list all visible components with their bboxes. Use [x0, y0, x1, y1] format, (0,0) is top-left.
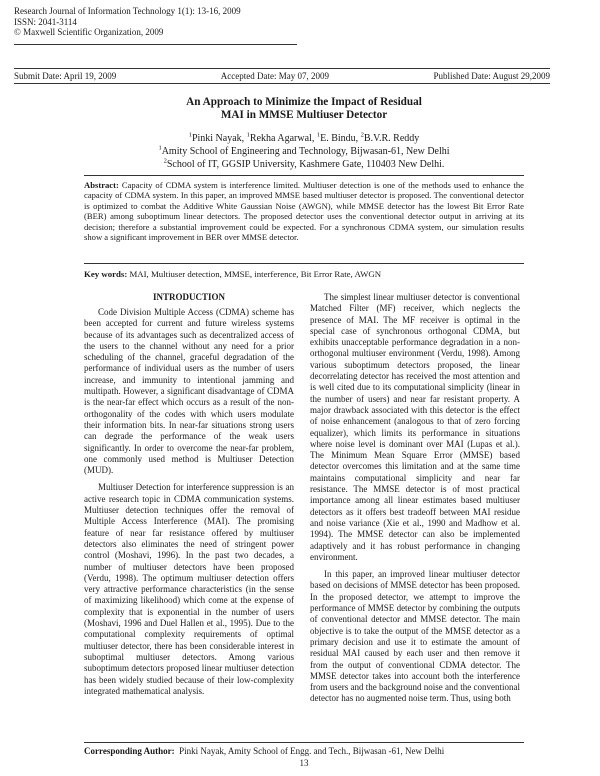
- submit-date: Submit Date: April 19, 2009: [14, 71, 117, 81]
- corresponding-author-text: Pinki Nayak, Amity School of Engg. and Tech., Bijwasan -61, New Delhi: [179, 746, 445, 756]
- affiliation-2-sup: 2: [163, 157, 167, 165]
- author-4: B.V.R. Reddy: [363, 133, 420, 144]
- keywords-label: Key words:: [84, 269, 128, 279]
- author-3-affil: 1: [316, 131, 321, 139]
- journal-citation: Research Journal of Information Technology 1(1): 13-16, 2009: [14, 6, 241, 16]
- author-2-affil: 1: [246, 131, 250, 139]
- journal-issn: ISSN: 2041-3114: [14, 16, 77, 27]
- abstract: [84, 180, 524, 242]
- keywords-text: MAI, Multiuser detection, MMSE, interference, Bit Error Rate, AWGN: [129, 269, 382, 279]
- header-divider-mid: [14, 68, 550, 69]
- section-heading-introduction: INTRODUCTION: [152, 292, 225, 302]
- author-4-affil: 2: [360, 131, 364, 139]
- journal-info: [14, 6, 241, 38]
- abstract-divider-bottom: [84, 263, 524, 264]
- right-paragraph-1: The simplest linear multiuser detector is conventional Matched Filter (MF) receiver, which neglects the presence of MAI. The MF receiver is optimal in the special case of synchronous orthogonal CDMA, but exhibits unacceptable performance degradation in a non-orthogonal multiuser environment (Verdu, 1998). Among various suboptimum detectors proposed, the linear decorrelating detector has received the most attention and is well cited due to its computational simplicity (linear in the number of users) and near far resistant property. A major drawback associated with this detector is the effect of noise enhancement (analogous to that of zero forcing equalizer), which limits its performance in situations where noise level is dominant over MAI (Lupas et al.). The Minimum Mean Square Error (MMSE) based detector overcomes this limitation and at the same time maintains computational simplicity and near far resistance. The MMSE detector is of most practical importance among all linear estimates based multiuser detectors as it offers best tradeoff between MAI residue and noise variance (Xie et al., 1990 and Madhow et al. 1994). The MMSE detector can also be implemented adaptively and it has robust performance in changing environment.: [310, 292, 520, 562]
- author-2: Rekha Agarwal,: [249, 133, 317, 144]
- abstract-divider-top: [84, 175, 524, 176]
- keywords: [84, 269, 524, 279]
- corresponding-author-label: Corresponding Author:: [84, 746, 175, 756]
- title-line-1: An Approach to Minimize the Impact of Residual: [186, 96, 422, 108]
- published-date: Published Date: August 29,2009: [433, 71, 550, 81]
- right-column: [310, 292, 520, 705]
- journal-copyright: © Maxwell Scientific Organization, 2009: [14, 27, 164, 38]
- affiliation-1-text: Amity School of Engineering and Technology, Bijwasan-61, New Delhi: [161, 146, 450, 157]
- affiliation-2-text: School of IT, GGSIP University, Kashmere Gate, 110403 New Delhi.: [166, 159, 445, 170]
- paper-title: [14, 96, 594, 122]
- left-paragraph-1: Code Division Multiple Access (CDMA) scheme has been accepted for current and future wireless systems because of its advantages such as decentralized access of the users to the channel without any need for a prior scheduling of the channel, graceful degradation of the performance of individual users as the number of users increase, and immunity to intentional jamming and multipath. However, a significant disadvantage of CDMA is the near-far effect which occurs as a result of the non-orthogonality of the codes with which users modulate their information bits. In near-far situations strong users can degrade the performance of the weak users significantly. In order to overcome the near-far problem, one commonly used method is Multiuser Detection (MUD).: [84, 307, 294, 476]
- header-divider-bottom: [14, 83, 550, 84]
- header-divider-top: [14, 44, 297, 45]
- left-paragraph-2: Multiuser Detection for interference suppression is an active research topic in CDMA communication systems. Multiuser detection techniques offer the removal of Multiple Access Interference (MAI). The promising feature of near far resistance offered by multiuser detectors also eliminates the need of stringent power control (Moshavi, 1996). In the past two decades, a number of multiuser detectors have been proposed (Verdu, 1998). The optimum multiuser detection offers very attractive performance characteristics (in the sense of maximizing likelihood) which come at the expense of complexity that is exponential in the number of users (Moshavi, 1996 and Duel Hallen et al., 1995). Due to the computational complexity requirements of optimal multiuser detector, there has been considerable interest in suboptimal multiuser detectors. Among various suboptimum detectors proposed linear multiuser detection has been widely studied because of their low-complexity integrated mathematical analysis.: [84, 482, 294, 696]
- abstract-label: Abstract:: [84, 180, 119, 190]
- affiliation-1-sup: 1: [158, 144, 162, 152]
- author-1-affil: 1: [188, 131, 192, 139]
- affiliation-1: [14, 145, 594, 158]
- left-column: [84, 307, 294, 697]
- dates-row: [14, 71, 550, 81]
- author-1: Pinki Nayak,: [191, 133, 247, 144]
- accepted-date: Accepted Date: May 07, 2009: [220, 71, 329, 81]
- footer-divider: [84, 742, 524, 743]
- right-paragraph-2: In this paper, an improved linear multiuser detector based on decisions of MMSE detector has been proposed. In the proposed detector, we attempt to improve the performance of MMSE detector by combining the outputs of conventional detector and MMSE detector. The main objective is to take the output of the MMSE detector as a primary decision and use it to estimate the amount of residual MAI caused by each user and then remove it from the output of conventional CDMA detector. The MMSE detector takes into account both the interference from users and the background noise and the conventional detector has no augmented noise term. Thus, using both: [310, 569, 520, 704]
- corresponding-author: [84, 746, 524, 756]
- abstract-text: Capacity of CDMA system is interference limited. Multiuser detection is one of the methods used to enhance the capacity of CDMA system. In this paper, an improved MMSE based multiuser detector is proposed. The conventional detector is optimized to combat the Additive White Gaussian Noise (AWGN), while MMSE detector has the lowest Bit Error Rate (BER) among suboptimum linear detectors. The proposed detector uses the conventional detector output in arriving at its decision; therefore a substantial improvement could be expected. For a synchronous CDMA system, our simulation results show a significant improvement in BER over MMSE detector.: [84, 180, 524, 243]
- authors-line: [14, 132, 594, 145]
- page-number: 13: [299, 758, 309, 768]
- affiliation-2: [14, 158, 594, 171]
- author-3: E. Bindu,: [320, 133, 361, 144]
- title-line-2: MAI in MMSE Multiuser Detector: [220, 109, 388, 121]
- author-list: [14, 132, 594, 171]
